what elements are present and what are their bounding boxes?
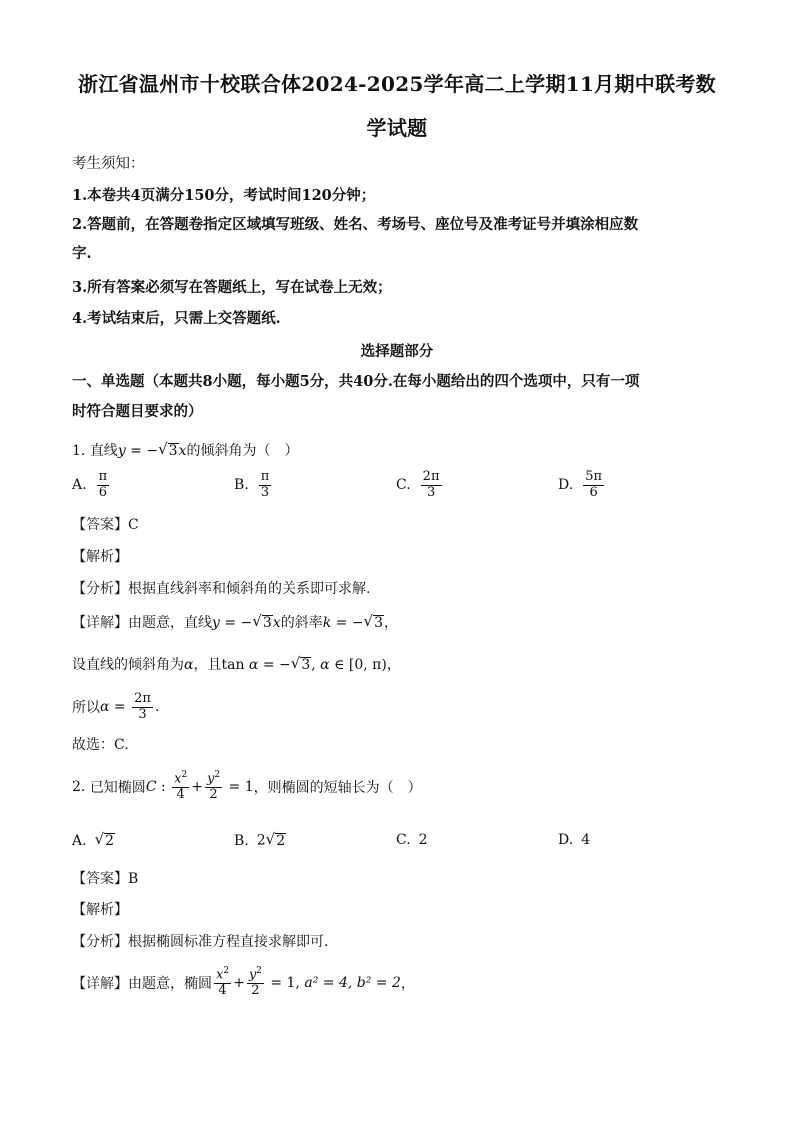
q2-detail: 【详解】 由题意，椭圆 $\frac{x^2}{4}$ + $\frac{y^2}{2}$ = 1 , a² = 4, b² = 2 ，	[72, 966, 415, 999]
q2-stem: 2. 已知椭圆 C : $\frac{x^2}{4}$ + $\frac{y^2}{2}$ = 1 ，则椭圆的短轴长为（ ）	[72, 770, 422, 803]
q2-option-c: C. 2	[396, 832, 428, 848]
q1-number: 1.	[72, 443, 86, 459]
q1-option-a: A. $\frac{\pi}{6}$	[72, 469, 108, 500]
notice-item-4: 4.考试结束后，只需上交答题纸.	[72, 310, 281, 327]
q2-option-b: B. 2 √ 2	[234, 830, 286, 849]
notice-item-2-cont: 字.	[72, 245, 92, 262]
q1-analysis-label: 【解析】	[72, 549, 128, 565]
sqrt-symbol: √ 3	[158, 440, 178, 460]
exam-title-line2: 学试题	[366, 116, 428, 140]
q1-answer: 【答案】C	[72, 517, 139, 533]
q1-detail-line3: 所以 α = $\frac{2\pi}{3}$ .	[72, 691, 160, 722]
q2-option-a: A. √ 2	[72, 830, 115, 849]
q1-detail: 【详解】由题意，直线y = − √ 3 x的斜率k = − √ 3 ，	[72, 612, 399, 632]
q1-conclusion: 故选：C.	[72, 737, 129, 753]
q1-stem-post: 的倾斜角为（ ）	[186, 443, 299, 459]
exam-title-line1: 浙江省温州市十校联合体2024-2025学年高二上学期11月期中联考数	[78, 72, 716, 96]
q1-option-b: B. $\frac{\pi}{3}$	[234, 469, 270, 500]
notice-item-1: 1.本卷共4页满分150分，考试时间120分钟；	[72, 187, 376, 204]
q1-option-c: C. $\frac{2\pi}{3}$	[396, 469, 440, 500]
q2-option-d: D. 4	[558, 832, 591, 848]
q1-option-d: D. $\frac{5\pi}{6}$	[558, 469, 603, 500]
section-part-title: 选择题部分	[360, 343, 434, 360]
notice-heading: 考生须知：	[72, 156, 145, 172]
q2-answer: 【答案】B	[72, 871, 139, 887]
section-heading-line2: 时符合题目要求的）	[72, 403, 203, 420]
notice-item-3: 3.所有答案必须写在答题纸上，写在试卷上无效；	[72, 279, 392, 296]
q2-fenxi: 【分析】根据椭圆标准方程直接求解即可.	[72, 934, 329, 950]
q1-stem: 1. 直线y = − √ 3 x的倾斜角为（ ）	[72, 440, 299, 460]
notice-item-2: 2.答题前，在答题卷指定区域填写班级、姓名、考场号、座位号及准考证号并填涂相应数	[72, 216, 639, 233]
section-heading-line1: 一、单选题（本题共8小题，每小题5分，共40分.在每小题给出的四个选项中，只有一项	[72, 373, 640, 390]
q1-fenxi: 【分析】根据直线斜率和倾斜角的关系即可求解.	[72, 581, 371, 597]
q1-stem-pre: 直线	[89, 443, 118, 459]
q2-analysis-label: 【解析】	[72, 902, 128, 918]
q1-detail-line2: 设直线的倾斜角为α，且tan α = − √ 3 , α ∈ [0, π)，	[72, 654, 401, 674]
